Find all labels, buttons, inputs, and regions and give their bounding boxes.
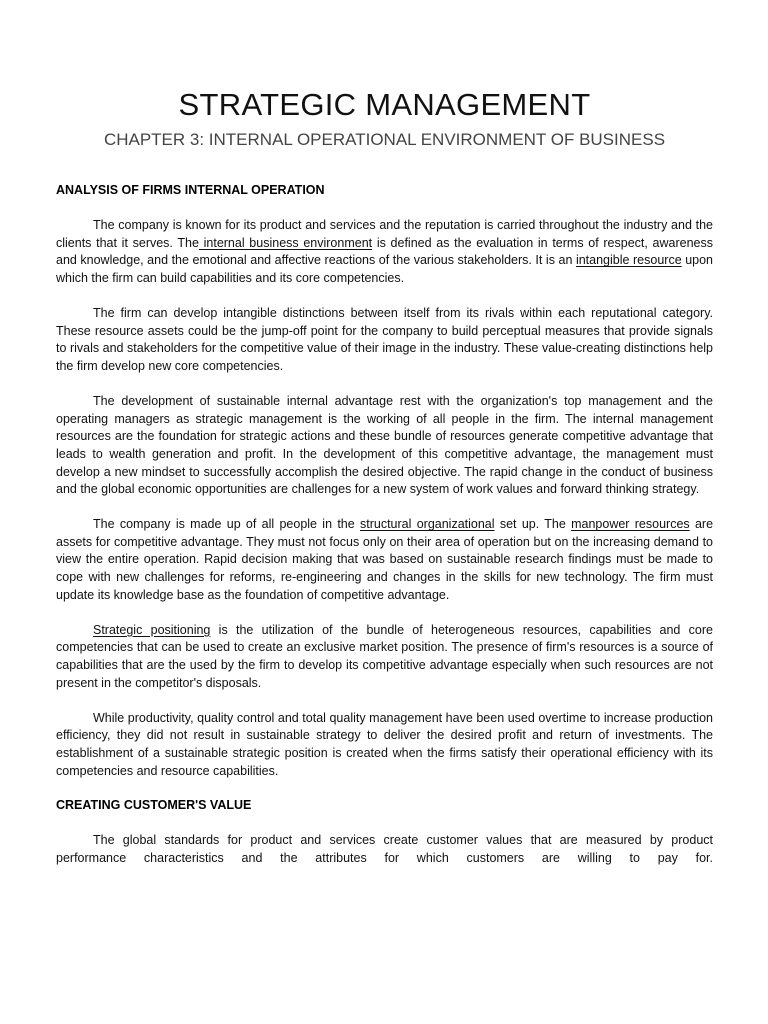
paragraph-sustainable-advantage: The development of sustainable internal advantage rest with the organization's top management and the operating managers as strategic management is the working of all people in the firm. The internal management resources are the foundation for strategic actions and these bundle of resources generate competitive advantage that leads to wealth generation and profit. In the development of this competitive advantage, the management must develop a new mindset to successfully accomplish the desired objective. The rapid change in the conduct of business and the global economic opportunities are challenges for a new system of work values and forward thinking strategy. [56, 394, 713, 497]
paragraph-global-standards: The global standards for product and services create customer values that are measured by product performance characteristics and the attributes for which customers are willing to pay for. [56, 833, 713, 865]
paragraph-intangible-distinctions: The firm can develop intangible distinctions between itself from its rivals within each reputational category. These resource assets could be the jump-off point for the company to build perceptual measures that provide signals to rivals and stakeholders for the competitive value of their image in the industry. These value-creating distinctions help the firm develop new core competencies. [56, 306, 713, 373]
underlined-term-intangible-resource: intangible resource [575, 253, 682, 268]
underlined-term-manpower-resources: manpower resources [571, 517, 690, 532]
section-heading-analysis: ANALYSIS OF FIRMS INTERNAL OPERATION [56, 183, 325, 197]
paragraph-text: are assets for competitive advantage. They must not focus only on their area of operation but on the increasing demand to view the entire operation. Rapid decision making that was based on sustainable research findings must be made to cope with new challenges for reforms, re-engineering and changes in the skills for new technology. The firm must update its knowledge base as the foundation of competitive advantage. [56, 517, 714, 602]
chapter-subtitle: CHAPTER 3: INTERNAL OPERATIONAL ENVIRONMENT OF BUSINESS [103, 130, 666, 149]
paragraph-text: The company is made up of all people in the [93, 517, 360, 532]
paragraph-text: upon which the firm can build capabilities and its core competencies. [56, 253, 714, 285]
underlined-term-structural-organizational: structural organizational [360, 517, 495, 532]
underlined-term-strategic-positioning: Strategic positioning [93, 622, 211, 637]
paragraph-productivity: While productivity, quality control and total quality management have been used overtime to increase production efficiency, they did not result in sustainable strategy to deliver the desired profit and return of investments. The establishment of a sustainable strategic position is created when the firms satisfy their operational efficiency with its competencies and resource capabilities. [56, 710, 713, 778]
paragraph-text: is the utilization of the bundle of heterogeneous resources, capabilities and core competencies that can be used to create an exclusive market position. The presence of firm's resources is a source of capabilities that are the used by the firm to develop its competitive advantage especially when such resources are not present in the competitor's disposals. [56, 622, 713, 690]
paragraph-reputation [56, 217, 713, 287]
underlined-term-internal-business-environment: internal business environment [198, 235, 373, 250]
document-title: STRATEGIC MANAGEMENT [178, 87, 591, 122]
paragraph-text: set up. The [494, 517, 572, 532]
section-heading-customer-value: CREATING CUSTOMER'S VALUE [56, 798, 252, 813]
paragraph-manpower [56, 516, 713, 604]
paragraph-text: is defined as the evaluation in terms of respect, awareness and knowledge, and the emotional and affective reactions of the various stakeholders. It is an [56, 235, 713, 268]
paragraph-text: The company is known for its product and services and the reputation is carried throughout the industry and the clients that it serves. The [56, 218, 713, 250]
paragraph-strategic-positioning [56, 622, 713, 692]
